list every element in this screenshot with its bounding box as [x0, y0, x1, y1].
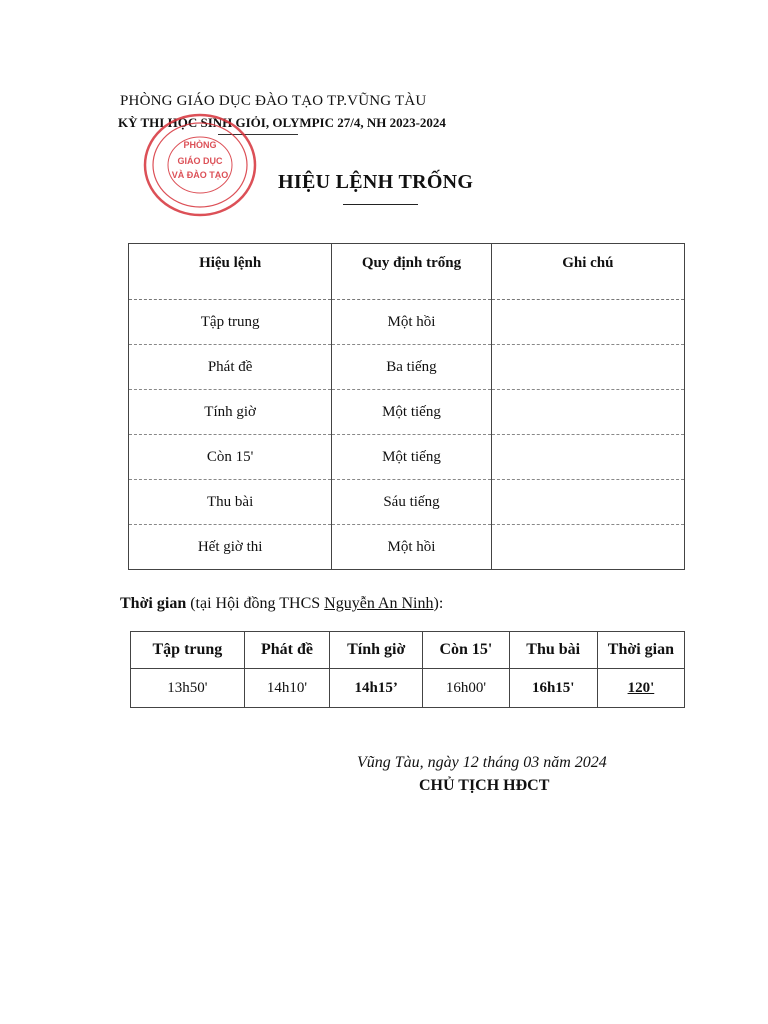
date-line: Vũng Tàu, ngày 12 tháng 03 năm 2024	[357, 754, 607, 771]
stamp-text-mid1: GIÁO DỤC	[177, 156, 223, 166]
table-cell: 14h15’	[330, 669, 423, 708]
table-cell: Còn 15'	[129, 435, 332, 480]
table-cell: 120'	[597, 669, 684, 708]
time-label-pre: (tại Hội đồng THCS	[186, 595, 325, 612]
time-label-bold: Thời gian	[120, 595, 187, 612]
header-collect: Thu bài	[509, 632, 597, 669]
table-cell: Một tiếng	[332, 435, 491, 480]
table-header-row	[129, 244, 685, 300]
table-row	[129, 345, 685, 390]
table-cell	[491, 300, 684, 345]
table-cell: Tính giờ	[129, 390, 332, 435]
table-cell: 16h15'	[509, 669, 597, 708]
table-row	[129, 480, 685, 525]
signatory-title: CHỦ TỊCH HĐCT	[419, 777, 550, 794]
table-cell: Thu bài	[129, 480, 332, 525]
table-cell: Một hồi	[332, 300, 491, 345]
table-cell	[491, 480, 684, 525]
stamp-text-top: PHÒNG	[183, 140, 217, 150]
table-cell	[491, 525, 684, 570]
header-15min-left: Còn 15'	[423, 632, 509, 669]
time-section-label	[120, 595, 443, 613]
table-cell: 13h50'	[131, 669, 245, 708]
table-row	[129, 390, 685, 435]
official-stamp-icon	[140, 110, 260, 220]
exam-name: KỲ THI HỌC SINH GIỎI, OLYMPIC 27/4, NH 2023-2024	[118, 115, 446, 130]
table-cell: Sáu tiếng	[332, 480, 491, 525]
header-distribute: Phát đề	[244, 632, 329, 669]
table-cell: 14h10'	[244, 669, 329, 708]
table-cell: Hết giờ thi	[129, 525, 332, 570]
table-cell: Một hồi	[332, 525, 491, 570]
header-note: Ghi chú	[491, 244, 684, 300]
table-cell	[491, 390, 684, 435]
table-cell: Một tiếng	[332, 390, 491, 435]
schedule-table	[130, 631, 685, 708]
table-row	[129, 525, 685, 570]
table-cell	[491, 435, 684, 480]
table-row	[129, 435, 685, 480]
header-drum-rule: Quy định trống	[332, 244, 491, 300]
table-row	[129, 300, 685, 345]
table-cell: Tập trung	[129, 300, 332, 345]
department-name: PHÒNG GIÁO DỤC ĐÀO TẠO TP.VŨNG TÀU	[120, 93, 427, 109]
drum-signal-table	[128, 243, 685, 570]
header-duration: Thời gian	[597, 632, 684, 669]
table-cell	[491, 345, 684, 390]
table-cell: 16h00'	[423, 669, 509, 708]
header-gather: Tập trung	[131, 632, 245, 669]
header-signal: Hiệu lệnh	[129, 244, 332, 300]
header-start-timing: Tính giờ	[330, 632, 423, 669]
table-cell: Phát đề	[129, 345, 332, 390]
table-header-row	[131, 632, 685, 669]
table-cell: Ba tiếng	[332, 345, 491, 390]
school-name: Nguyễn An Ninh	[324, 595, 434, 612]
time-label-post: ):	[433, 595, 444, 612]
page-title: HIỆU LỆNH TRỐNG	[278, 171, 474, 193]
stamp-text-mid2: VÀ ĐÀO TẠO	[171, 170, 229, 180]
title-underline	[343, 204, 418, 205]
table-row	[131, 669, 685, 708]
